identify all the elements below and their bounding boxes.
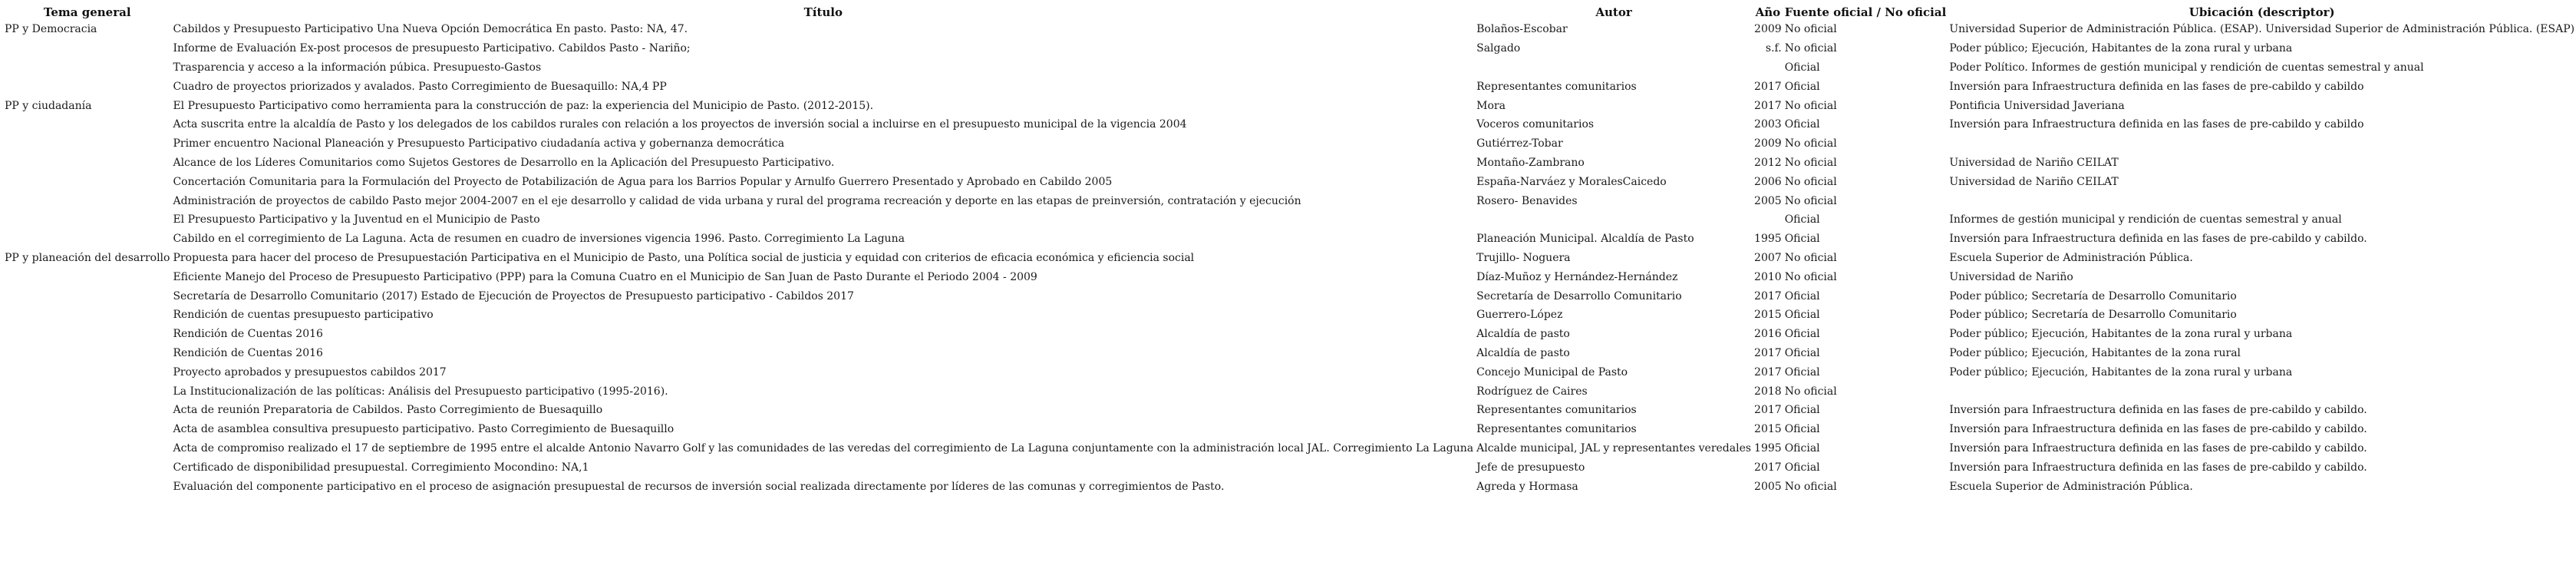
- table-row: [3, 115, 2576, 134]
- cell-autor: Trujillo- Noguera: [1476, 251, 1571, 264]
- cell-tema: [3, 58, 171, 78]
- cell-titulo: Evaluación del componente participativo en el proceso de asignación presupuestal de recursos de inversión social realizada directamente por líderes de las comunas y corregimientos de Pasto.: [173, 480, 1225, 493]
- cell-fuente: Oficial: [1784, 441, 1820, 455]
- cell-tema: [3, 306, 171, 325]
- cell-autor: Rodríguez de Caires: [1476, 385, 1588, 398]
- cell-tema: [3, 39, 171, 58]
- cell-tema: [3, 439, 171, 458]
- cell-autor: [1475, 58, 1753, 78]
- cell-tema: [3, 230, 171, 249]
- cell-tema: [3, 154, 171, 173]
- table-row: [3, 210, 2576, 230]
- table-row: [3, 39, 2576, 58]
- cell-anio: 2003: [1754, 118, 1782, 131]
- cell-tema: [3, 477, 171, 496]
- cell-fuente: No oficial: [1784, 251, 1837, 264]
- cell-autor: Montaño-Zambrano: [1476, 156, 1585, 169]
- table-row: [3, 344, 2576, 363]
- cell-fuente: Oficial: [1784, 404, 1820, 417]
- table-row: [3, 362, 2576, 382]
- cell-titulo: Alcance de los Líderes Comunitarios como Sujetos Gestores de Desarrollo en la Aplicación del Presupuesto Participativo.: [173, 156, 835, 169]
- table-row: [3, 382, 2576, 401]
- cell-anio: 2017: [1754, 346, 1782, 359]
- cell-anio: 2009: [1754, 137, 1782, 150]
- cell-fuente: No oficial: [1784, 385, 1837, 398]
- cell-autor: Guerrero-López: [1476, 309, 1563, 322]
- cell-tema: [3, 134, 171, 154]
- cell-autor: Representantes comunitarios: [1476, 80, 1637, 93]
- cell-fuente: Oficial: [1784, 423, 1820, 436]
- cell-ubicacion: Inversión para Infraestructura definida en las fases de pre-cabildo y cabildo: [1949, 80, 2364, 93]
- table-row: [3, 325, 2576, 344]
- cell-autor: Jefe de presupuesto: [1476, 461, 1585, 474]
- table-row: [3, 58, 2576, 78]
- cell-autor: Gutiérrez-Tobar: [1476, 137, 1563, 150]
- cell-titulo: Certificado de disponibilidad presupuestal. Corregimiento Mocondino: NA,1: [173, 461, 589, 474]
- cell-titulo: Eficiente Manejo del Proceso de Presupuesto Participativo (PPP) para la Comuna Cuatro en el Municipio de San Juan de Pasto Durante el Periodo 2004 - 2009: [173, 270, 1037, 283]
- cell-ubicacion: Poder público; Secretaría de Desarrollo Comunitario: [1949, 309, 2237, 322]
- cell-tema: PP y planeación del desarrollo: [5, 251, 170, 264]
- cell-fuente: Oficial: [1784, 80, 1820, 93]
- cell-titulo: La Institucionalización de las políticas: Análisis del Presupuesto participativo (1995-2016).: [173, 385, 668, 398]
- table-row: [3, 134, 2576, 154]
- cell-autor: Voceros comunitarios: [1476, 118, 1595, 131]
- cell-tema: [3, 210, 171, 230]
- table-row: [3, 401, 2576, 420]
- cell-autor: Salgado: [1476, 42, 1521, 55]
- cell-autor: Alcaldía de pasto: [1476, 346, 1570, 359]
- header-tema: Tema general: [43, 5, 131, 19]
- cell-autor: Representantes comunitarios: [1476, 423, 1637, 436]
- cell-fuente: No oficial: [1784, 480, 1837, 493]
- cell-titulo: El Presupuesto Participativo como herramienta para la construcción de paz: la experiencia del Municipio de Pasto. (2012-2015).: [173, 99, 874, 112]
- cell-autor: Bolaños-Escobar: [1476, 23, 1568, 36]
- cell-anio: [1753, 58, 1783, 78]
- cell-anio: 2018: [1754, 385, 1782, 398]
- cell-anio: 2017: [1754, 404, 1782, 417]
- cell-tema: [3, 458, 171, 477]
- cell-anio: 2017: [1754, 365, 1782, 379]
- cell-fuente: No oficial: [1784, 137, 1837, 150]
- header-anio: Año: [1755, 5, 1781, 19]
- cell-anio: 1995: [1754, 441, 1782, 455]
- cell-autor: Alcaldía de pasto: [1476, 328, 1570, 341]
- table-row: [3, 439, 2576, 458]
- cell-tema: PP y ciudadanía: [5, 99, 92, 112]
- cell-ubicacion: Poder público; Ejecución, Habitantes de la zona rural y urbana: [1949, 42, 2293, 55]
- table-row: [3, 77, 2576, 96]
- cell-ubicacion: Universidad de Nariño CEILAT: [1949, 175, 2119, 188]
- cell-anio: s.f.: [1765, 42, 1782, 55]
- cell-titulo: Cabildos y Presupuesto Participativo Una Nueva Opción Democrática En pasto. Pasto: NA, 47.: [173, 23, 688, 36]
- cell-ubicacion: Universidad de Nariño CEILAT: [1949, 156, 2119, 169]
- cell-anio: 2017: [1754, 80, 1782, 93]
- cell-titulo: Cuadro de proyectos priorizados y avalados. Pasto Corregimiento de Buesaquillo: NA,4 PP: [173, 80, 667, 93]
- cell-ubicacion: Inversión para Infraestructura definida en las fases de pre-cabildo y cabildo: [1949, 118, 2364, 131]
- cell-anio: 2006: [1754, 175, 1782, 188]
- table-row: [3, 191, 2576, 210]
- cell-ubicacion: Pontificia Universidad Javeriana: [1949, 99, 2125, 112]
- cell-tema: [3, 191, 171, 210]
- table-row: [3, 20, 2576, 39]
- table-row: [3, 172, 2576, 191]
- cell-autor: Agreda y Hormasa: [1476, 480, 1578, 493]
- cell-tema: [3, 382, 171, 401]
- cell-fuente: Oficial: [1784, 461, 1820, 474]
- cell-anio: 2005: [1754, 194, 1782, 207]
- cell-fuente: Oficial: [1784, 61, 1820, 74]
- cell-ubicacion: Poder público; Secretaría de Desarrollo Comunitario: [1949, 289, 2237, 302]
- cell-titulo: Acta de asamblea consultiva presupuesto participativo. Pasto Corregimiento de Buesaquillo: [173, 423, 675, 436]
- cell-fuente: Oficial: [1784, 328, 1820, 341]
- cell-ubicacion: [1948, 191, 2576, 210]
- cell-anio: 2015: [1754, 423, 1782, 436]
- table-row: [3, 267, 2576, 286]
- cell-anio: 2017: [1754, 99, 1782, 112]
- cell-titulo: El Presupuesto Participativo y la Juventud en el Municipio de Pasto: [173, 213, 540, 226]
- cell-anio: 2005: [1754, 480, 1782, 493]
- cell-tema: [3, 77, 171, 96]
- cell-tema: [3, 286, 171, 306]
- cell-fuente: No oficial: [1784, 99, 1837, 112]
- cell-autor: [1475, 210, 1753, 230]
- table-row: [3, 306, 2576, 325]
- cell-fuente: Oficial: [1784, 118, 1820, 131]
- cell-anio: 2016: [1754, 328, 1782, 341]
- cell-titulo: Secretaría de Desarrollo Comunitario (2017) Estado de Ejecución de Proyectos de Presupuesto participativo - Cabildos 2017: [173, 289, 854, 302]
- cell-ubicacion: Poder público; Ejecución, Habitantes de la zona rural y urbana: [1949, 365, 2293, 379]
- cell-tema: [3, 115, 171, 134]
- cell-fuente: Oficial: [1784, 233, 1820, 246]
- cell-titulo: Informe de Evaluación Ex-post procesos de presupuesto Participativo. Cabildos Pasto - Nariño;: [173, 42, 691, 55]
- cell-titulo: Cabildo en el corregimiento de La Laguna. Acta de resumen en cuadro de inversiones vigencia 1996. Pasto. Corregimiento La Laguna: [173, 233, 905, 246]
- cell-ubicacion: Inversión para Infraestructura definida en las fases de pre-cabildo y cabildo.: [1949, 404, 2367, 417]
- cell-anio: 2009: [1754, 23, 1782, 36]
- cell-fuente: No oficial: [1784, 175, 1837, 188]
- cell-ubicacion: Inversión para Infraestructura definida en las fases de pre-cabildo y cabildo.: [1949, 233, 2367, 246]
- cell-titulo: Rendición de Cuentas 2016: [173, 328, 323, 341]
- cell-titulo: Primer encuentro Nacional Planeación y Presupuesto Participativo ciudadanía activa y gobernanza democrática: [173, 137, 785, 150]
- cell-autor: Alcalde municipal, JAL y representantes veredales: [1476, 441, 1752, 455]
- cell-autor: Mora: [1476, 99, 1506, 112]
- cell-tema: [3, 344, 171, 363]
- cell-ubicacion: Universidad Superior de Administración Pública. (ESAP). Universidad Superior de Administración Pública. (ESAP): [1949, 23, 2575, 36]
- cell-tema: [3, 420, 171, 439]
- cell-autor: Representantes comunitarios: [1476, 404, 1637, 417]
- cell-tema: [3, 267, 171, 286]
- cell-ubicacion: Informes de gestión municipal y rendición de cuentas semestral y anual: [1949, 213, 2342, 226]
- references-table: [3, 5, 2576, 496]
- cell-ubicacion: Universidad de Nariño: [1949, 270, 2073, 283]
- table-row: [3, 96, 2576, 115]
- cell-anio: 2007: [1754, 251, 1782, 264]
- cell-ubicacion: Escuela Superior de Administración Pública.: [1949, 480, 2193, 493]
- cell-titulo: Concertación Comunitaria para la Formulación del Proyecto de Potabilización de Agua para los Barrios Popular y Arnulfo Guerrero Presentado y Aprobado en Cabildo 2005: [173, 175, 1113, 188]
- header-autor: Autor: [1595, 5, 1632, 19]
- cell-tema: [3, 325, 171, 344]
- cell-fuente: No oficial: [1784, 23, 1837, 36]
- cell-fuente: No oficial: [1784, 270, 1837, 283]
- cell-titulo: Acta suscrita entre la alcaldía de Pasto y los delegados de los cabildos rurales con relación a los proyectos de inversión social a incluirse en el presupuesto municipal de la vigencia 2004: [173, 118, 1187, 131]
- table-row: [3, 420, 2576, 439]
- table-body: [3, 20, 2576, 496]
- cell-ubicacion: Inversión para Infraestructura definida en las fases de pre-cabildo y cabildo.: [1949, 441, 2367, 455]
- table-row: [3, 154, 2576, 173]
- cell-anio: 2010: [1754, 270, 1782, 283]
- cell-fuente: Oficial: [1784, 365, 1820, 379]
- cell-ubicacion: [1948, 382, 2576, 401]
- cell-anio: 2012: [1754, 156, 1782, 169]
- cell-autor: Secretaría de Desarrollo Comunitario: [1476, 289, 1682, 302]
- cell-ubicacion: [1948, 134, 2576, 154]
- cell-ubicacion: Inversión para Infraestructura definida en las fases de pre-cabildo y cabildo.: [1949, 461, 2367, 474]
- header-titulo: Título: [803, 5, 843, 19]
- cell-anio: 1995: [1754, 233, 1782, 246]
- cell-autor: Concejo Municipal de Pasto: [1476, 365, 1628, 379]
- cell-autor: Díaz-Muñoz y Hernández-Hernández: [1476, 270, 1678, 283]
- cell-fuente: Oficial: [1784, 289, 1820, 302]
- table-row: [3, 477, 2576, 496]
- cell-titulo: Administración de proyectos de cabildo Pasto mejor 2004-2007 en el eje desarrollo y calidad de vida urbana y rural del programa recreación y deporte en las etapas de preinversión, contratación y ejecución: [173, 194, 1301, 207]
- cell-tema: [3, 401, 171, 420]
- cell-fuente: Oficial: [1784, 213, 1820, 226]
- header-fuente: Fuente oficial / No oficial: [1784, 5, 1947, 19]
- table-row: [3, 286, 2576, 306]
- header-ubicacion: Ubicación (descriptor): [2188, 5, 2335, 19]
- cell-ubicacion: Inversión para Infraestructura definida en las fases de pre-cabildo y cabildo.: [1949, 423, 2367, 436]
- cell-titulo: Rendición de cuentas presupuesto participativo: [173, 309, 434, 322]
- table-row: [3, 458, 2576, 477]
- cell-autor: España-Narváez y MoralesCaicedo: [1476, 175, 1667, 188]
- cell-anio: 2015: [1754, 309, 1782, 322]
- cell-ubicacion: Poder público; Ejecución, Habitantes de la zona rural: [1949, 346, 2241, 359]
- cell-ubicacion: Poder público; Ejecución, Habitantes de la zona rural y urbana: [1949, 328, 2293, 341]
- cell-fuente: No oficial: [1784, 194, 1837, 207]
- cell-fuente: No oficial: [1784, 156, 1837, 169]
- cell-autor: Rosero- Benavides: [1476, 194, 1578, 207]
- cell-anio: [1753, 210, 1783, 230]
- cell-titulo: Rendición de Cuentas 2016: [173, 346, 323, 359]
- cell-titulo: Proyecto aprobados y presupuestos cabildos 2017: [173, 365, 447, 379]
- cell-fuente: Oficial: [1784, 346, 1820, 359]
- cell-tema: [3, 172, 171, 191]
- cell-anio: 2017: [1754, 289, 1782, 302]
- cell-ubicacion: Poder Político. Informes de gestión municipal y rendición de cuentas semestral y anual: [1949, 61, 2424, 74]
- cell-tema: [3, 362, 171, 382]
- table-row: [3, 230, 2576, 249]
- cell-tema: PP y Democracia: [5, 23, 97, 36]
- header-row: [3, 5, 2576, 20]
- cell-autor: Planeación Municipal. Alcaldía de Pasto: [1476, 233, 1694, 246]
- cell-anio: 2017: [1754, 461, 1782, 474]
- cell-titulo: Acta de compromiso realizado el 17 de septiembre de 1995 entre el alcalde Antonio Navarro Golf y las comunidades de las veredas del corregimiento de La Laguna conjuntamente con la administración local JAL. Corregimiento La Laguna: [173, 441, 1474, 455]
- cell-fuente: Oficial: [1784, 309, 1820, 322]
- cell-titulo: Propuesta para hacer del proceso de Presupuestación Participativa en el Municipio de Pasto, una Política social de justicia y equidad con criterios de eficacia económica y eficiencia social: [173, 251, 1195, 264]
- cell-fuente: No oficial: [1784, 42, 1837, 55]
- cell-titulo: Acta de reunión Preparatoria de Cabildos. Pasto Corregimiento de Buesaquillo: [173, 404, 603, 417]
- table-row: [3, 249, 2576, 268]
- cell-titulo: Trasparencia y acceso a la información púbica. Presupuesto-Gastos: [173, 61, 542, 74]
- cell-ubicacion: Escuela Superior de Administración Pública.: [1949, 251, 2193, 264]
